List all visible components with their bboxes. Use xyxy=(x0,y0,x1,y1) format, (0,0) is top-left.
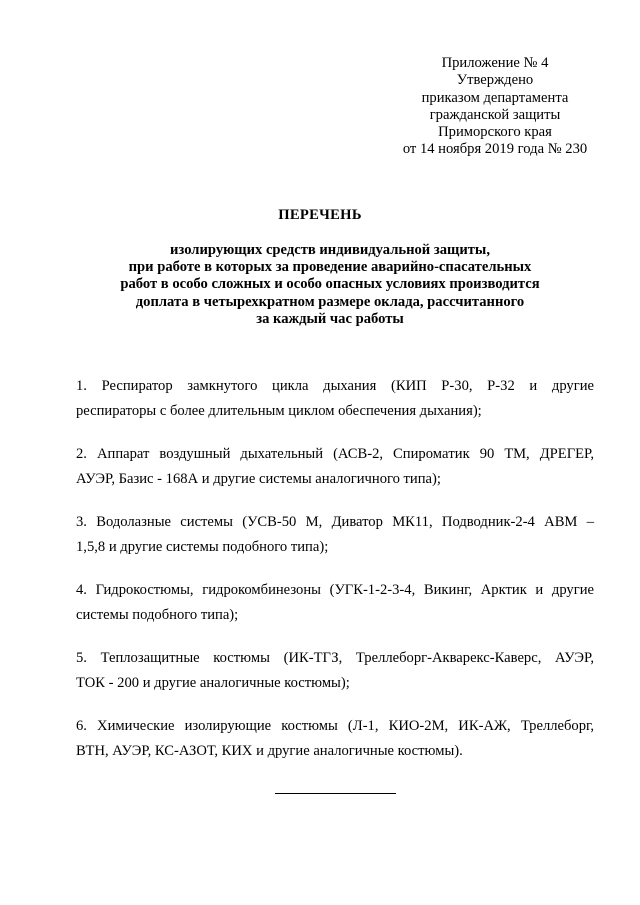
list-item xyxy=(76,646,594,696)
order-date-line: от 14 ноября 2019 года № 230 xyxy=(402,141,588,158)
subtitle-line: доплата в четырехкратном размере оклада, рассчитанного xyxy=(135,293,525,310)
list-item-line: АУЭР, Базис - 168А и другие системы аналогичного типа); xyxy=(76,471,441,487)
list-item-line: ВТН, АУЭР, КС-АЗОТ, КИХ и другие аналогичные костюмы). xyxy=(76,743,463,759)
appendix-number: Приложение № 4 xyxy=(441,55,549,71)
document-subtitle xyxy=(80,242,580,328)
list-item xyxy=(76,714,594,764)
list-item-line: 5. Теплозащитные костюмы (ИК-ТГЗ, Треллеборг-Акварекс-Каверс, АУЭР, xyxy=(76,650,594,666)
list-item-line: 1,5,8 и другие системы подобного типа); xyxy=(76,539,329,555)
subtitle-line: при работе в которых за проведение аварийно-спасательных xyxy=(128,259,532,276)
list-item-line: 3. Водолазные системы (УСВ-50 М, Диватор МК11, Подводник-2-4 АВМ – xyxy=(76,514,594,530)
list-item xyxy=(76,510,594,560)
equipment-list xyxy=(76,374,594,782)
list-item-line: респираторы с более длительным циклом обеспечения дыхания); xyxy=(76,403,482,419)
list-item-line: системы подобного типа); xyxy=(76,607,239,623)
approval-block xyxy=(380,55,610,159)
region-line: Приморского края xyxy=(438,124,552,141)
approved-label: Утверждено xyxy=(456,72,534,89)
subtitle-line: изолирующих средств индивидуальной защиты, xyxy=(170,242,490,258)
list-item-line: 2. Аппарат воздушный дыхательный (АСВ-2, Спиромaтик 90 ТМ, ДРЕГЕР, xyxy=(76,446,594,462)
subtitle-line: за каждый час работы xyxy=(256,310,404,327)
department-line: гражданской защиты xyxy=(429,106,561,123)
subtitle-line: работ в особо сложных и особо опасных условиях производится xyxy=(120,276,540,293)
list-item-line: ТОК - 200 и другие аналогичные костюмы); xyxy=(76,675,350,691)
list-item xyxy=(76,578,594,628)
order-line: приказом департамента xyxy=(421,89,569,106)
end-divider xyxy=(275,793,396,794)
list-item xyxy=(76,442,594,492)
list-item-line: 1. Респиратор замкнутого цикла дыхания (КИП Р-30, Р-32 и другие xyxy=(76,378,594,394)
list-item xyxy=(76,374,594,424)
document-title: ПЕРЕЧЕНЬ xyxy=(278,207,362,223)
list-item-line: 6. Химические изолирующие костюмы (Л-1, КИО-2М, ИК-АЖ, Треллеборг, xyxy=(76,718,594,734)
list-item-line: 4. Гидрокостюмы, гидрокомбинезоны (УГК-1-2-3-4, Викинг, Арктик и другие xyxy=(76,582,594,598)
